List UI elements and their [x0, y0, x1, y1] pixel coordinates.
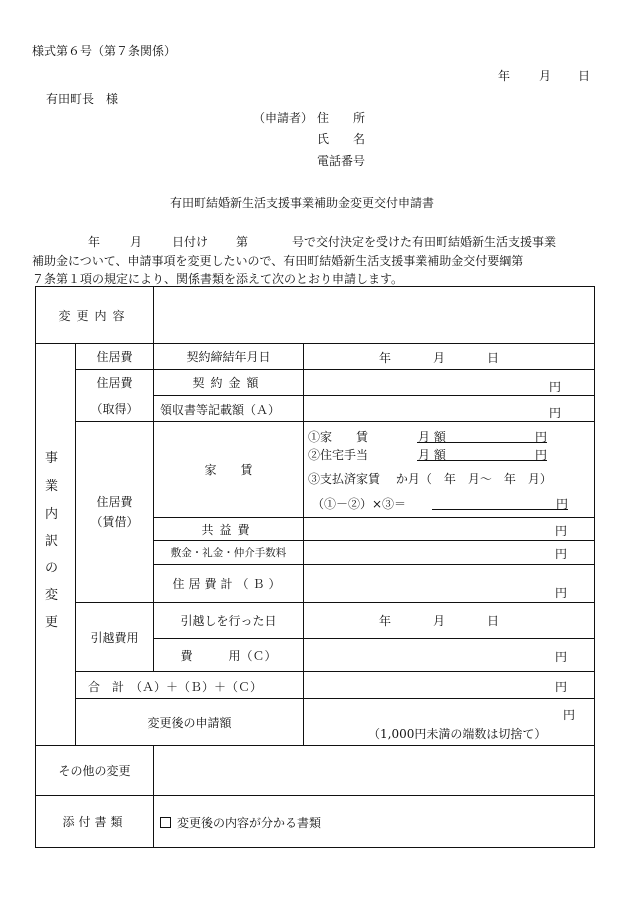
document-title: 有田町結婚新生活支援事業補助金変更交付申請書 — [170, 196, 435, 210]
breakdown-char: 更 — [45, 615, 59, 630]
rent-line1-label: ①家 賃 — [308, 430, 369, 444]
moving-date-label: 引越しを行った日 — [180, 614, 277, 628]
total-yen: 円 — [555, 680, 568, 694]
housing-fee-rent-line2: （賃借） — [90, 515, 139, 529]
breakdown-char: 事 — [45, 451, 59, 466]
attachment-item — [160, 814, 321, 831]
moving-cost-label: 費 用（Ｃ） — [180, 648, 277, 663]
breakdown-char: の — [45, 561, 59, 576]
moving-date-day: 日 — [487, 614, 500, 628]
total-label: 合 計 （Ａ）＋（Ｂ）＋（Ｃ） — [88, 680, 263, 694]
changed-amount-yen: 円 — [563, 708, 576, 722]
receipt-amount-label: 領収書等記載額（Ａ） — [160, 403, 281, 417]
common-fee-label: 共益費 — [201, 522, 256, 537]
attachment-checkbox[interactable] — [160, 817, 171, 828]
housing-fee-rent-line1: 住居費 — [96, 495, 133, 509]
rent-line4-yen: 円 — [556, 497, 569, 511]
breakdown-char: 訳 — [45, 534, 59, 549]
attachments-label: 添付書類 — [62, 815, 127, 829]
housing-fee-acquire-line2: （取得） — [90, 401, 139, 416]
housing-total-label: 住居費計（Ｂ） — [172, 577, 285, 591]
rent-line3: ③支払済家賃 か月（ 年 月～ 年 月） — [308, 472, 552, 486]
body-month: 月 — [130, 235, 143, 249]
date-year: 年 — [498, 69, 511, 83]
body-year: 年 — [88, 235, 101, 249]
body-number-prefix: 第 — [236, 235, 249, 249]
body-dated: 日付け — [172, 235, 209, 249]
housing-fee-acquire-label — [76, 370, 153, 421]
changed-amount-label: 変更後の申請額 — [147, 715, 232, 730]
breakdown-char: 内 — [45, 507, 59, 522]
other-changes-label: その他の変更 — [58, 764, 131, 778]
body-line3: ７条第１項の規定により、関係書類を添えて次のとおり申請します。 — [32, 272, 404, 286]
housing-fee-label: 住居費 — [96, 350, 133, 364]
applicant-address-label: 住 所 — [317, 111, 366, 125]
rent-line2-yen: 円 — [535, 448, 548, 462]
change-content-label: 変更内容 — [58, 308, 131, 323]
addressee: 有田町長 様 — [46, 92, 119, 106]
contract-amount-yen: 円 — [549, 380, 562, 394]
contract-date-day: 日 — [487, 351, 500, 365]
breakdown-char: 業 — [45, 479, 59, 494]
body-line2: 補助金について、申請事項を変更したいので、有田町結婚新生活支援事業補助金交付要綱第 — [32, 254, 524, 268]
rent-line2-monthly: 月 額 — [418, 448, 446, 462]
contract-date-month: 月 — [433, 351, 446, 365]
date-day: 日 — [578, 69, 591, 83]
breakdown-char: 変 — [45, 588, 59, 603]
changed-amount-note: （1,000円未満の端数は切捨て） — [368, 727, 547, 741]
applicant-label: （申請者） — [253, 111, 314, 125]
receipt-amount-yen: 円 — [549, 406, 562, 420]
contract-date-label: 契約締結年月日 — [186, 350, 271, 364]
housing-fee-acquire-line1: 住居費 — [96, 375, 133, 390]
rent-line2-label: ②住宅手当 — [308, 448, 369, 462]
attachment-item-text: 変更後の内容が分かる書類 — [177, 816, 322, 830]
moving-date-year: 年 — [379, 614, 392, 628]
moving-date-month: 月 — [433, 614, 446, 628]
date-month: 月 — [539, 69, 552, 83]
rent-line1-monthly: 月 額 — [418, 430, 446, 444]
applicant-name-label: 氏 名 — [317, 132, 366, 146]
rent-line1-yen: 円 — [535, 430, 548, 444]
moving-label: 引越費用 — [90, 630, 139, 645]
body-line1-rest: 号で交付決定を受けた有田町結婚新生活支援事業 — [292, 235, 557, 249]
contract-amount-label: 契約金額 — [192, 376, 265, 390]
contract-date-year: 年 — [379, 351, 392, 365]
housing-fee-rent-label — [76, 422, 153, 602]
common-fee-yen: 円 — [555, 524, 568, 538]
rent-line4: （①－②）×③＝ — [312, 497, 407, 511]
moving-cost-yen: 円 — [555, 650, 568, 664]
deposit-label: 敷金・礼金・仲介手数料 — [170, 547, 287, 559]
housing-total-yen: 円 — [555, 586, 568, 600]
form-number: 様式第６号（第７条関係） — [32, 44, 177, 58]
applicant-phone-label: 電話番号 — [317, 154, 366, 168]
deposit-yen: 円 — [555, 547, 568, 561]
rent-label: 家 賃 — [204, 463, 253, 477]
